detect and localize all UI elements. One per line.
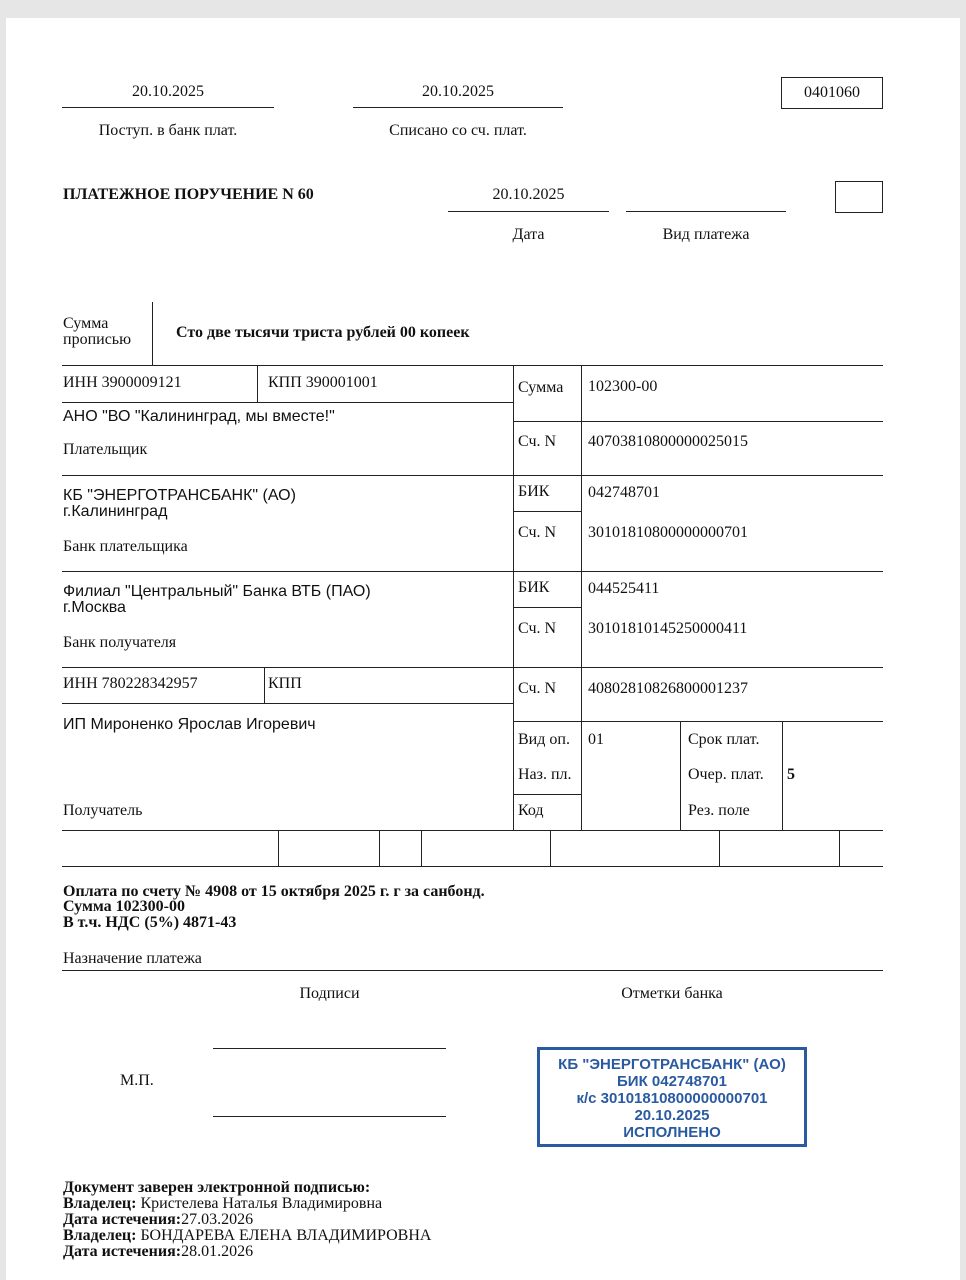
purpose-code-label: Наз. пл. xyxy=(518,766,572,783)
stamp-bik: БИК 042748701 xyxy=(617,1073,727,1090)
signature-line-1 xyxy=(213,1048,446,1049)
document-date-line xyxy=(448,211,609,212)
grid-line xyxy=(581,365,582,831)
date-label: Дата xyxy=(512,226,545,243)
grid-line xyxy=(513,421,883,422)
payee-bank-bik-label: БИК xyxy=(518,579,550,596)
stamp-bank-name: КБ "ЭНЕРГОТРАНСБАНК" (АО) xyxy=(558,1056,786,1073)
payee-label: Получатель xyxy=(63,802,143,819)
grid-line xyxy=(513,794,581,795)
payee-account: 40802810826800001237 xyxy=(588,680,748,697)
bank-marks-label: Отметки банка xyxy=(621,985,723,1002)
grid-line xyxy=(257,365,258,403)
payer-account-label: Сч. N xyxy=(518,433,557,450)
payee-bank-name: Филиал "Центральный" Банка ВТБ (ПАО) xyxy=(63,583,371,600)
payee-kpp: КПП xyxy=(268,675,302,692)
bank-stamp xyxy=(537,1047,807,1147)
signature-line-2 xyxy=(213,1116,446,1117)
received-date: 20.10.2025 xyxy=(132,83,204,100)
sum-label: Сумма xyxy=(518,379,564,396)
payment-type-line xyxy=(626,211,786,212)
payer-bank-bik-label: БИК xyxy=(518,483,550,500)
grid-line xyxy=(513,365,514,831)
esign-expiry-1: Дата истечения:27.03.2026 xyxy=(63,1211,254,1228)
amount-words-value: Сто две тысячи триста рублей 00 копеек xyxy=(176,324,470,341)
payer-label: Плательщик xyxy=(63,441,148,458)
debited-date: 20.10.2025 xyxy=(422,83,494,100)
form-code: 0401060 xyxy=(804,84,860,101)
grid-line xyxy=(62,667,883,668)
payer-bank-corr: 30101810800000000701 xyxy=(588,524,748,541)
grid-line xyxy=(62,365,883,366)
document-date: 20.10.2025 xyxy=(492,186,565,203)
payment-type-box xyxy=(835,181,883,213)
grid-line xyxy=(513,607,581,608)
payee-bank-city: г.Москва xyxy=(63,599,126,616)
payer-bank-label: Банк плательщика xyxy=(63,538,188,555)
reserve-label: Рез. поле xyxy=(688,802,750,819)
term-label: Срок плат. xyxy=(688,731,760,748)
purpose-line xyxy=(62,970,883,971)
amount-words-label-1: Сумма xyxy=(63,315,109,332)
grid-line xyxy=(550,830,551,866)
amount-words-label-2: прописью xyxy=(63,331,132,348)
purpose-line-1: Оплата по счету № 4908 от 15 октября 2025 г. г за санбонд. xyxy=(63,883,485,900)
grid-line xyxy=(62,703,513,704)
debited-date-line xyxy=(353,107,563,108)
payer-bank-bik: 042748701 xyxy=(588,484,660,501)
payee-bank-bik: 044525411 xyxy=(588,580,660,597)
grid-line xyxy=(62,830,883,831)
payer-name: АНО "ВО "Калининград, мы вместе!" xyxy=(63,408,335,425)
esign-owner-1: Владелец: Кристелева Наталья Владимировна xyxy=(63,1195,383,1212)
payment-type-label: Вид платежа xyxy=(662,226,750,243)
op-type-label: Вид оп. xyxy=(518,731,570,748)
grid-line xyxy=(421,830,422,866)
order-value: 5 xyxy=(787,766,795,783)
esign-owner-2: Владелец: БОНДАРЕВА ЕЛЕНА ВЛАДИМИРОВНА xyxy=(63,1227,432,1244)
received-date-line xyxy=(62,107,274,108)
signatures-label: Подписи xyxy=(299,985,360,1002)
payee-bank-label: Банк получателя xyxy=(63,634,177,651)
purpose-line-3: В т.ч. НДС (5%) 4871-43 xyxy=(63,914,237,931)
grid-line xyxy=(264,667,265,703)
amount-words-divider xyxy=(152,302,153,365)
purpose-label: Назначение платежа xyxy=(63,950,202,967)
grid-line xyxy=(278,830,279,866)
received-label: Поступ. в банк плат. xyxy=(98,122,238,139)
grid-line xyxy=(839,830,840,866)
sum-value: 102300-00 xyxy=(588,378,658,395)
stamp-place-label: М.П. xyxy=(120,1072,154,1089)
esign-expiry-2: Дата истечения:28.01.2026 xyxy=(63,1243,254,1260)
document-title: ПЛАТЕЖНОЕ ПОРУЧЕНИЕ N 60 xyxy=(63,186,314,203)
payer-bank-city: г.Калининград xyxy=(63,503,168,520)
payee-inn: ИНН 780228342957 xyxy=(63,675,198,692)
payee-account-label: Сч. N xyxy=(518,680,557,697)
grid-line xyxy=(782,721,783,831)
op-type-value: 01 xyxy=(588,731,604,748)
stamp-date: 20.10.2025 xyxy=(634,1107,710,1124)
grid-line xyxy=(62,866,883,867)
payer-bank-corr-label: Сч. N xyxy=(518,524,557,541)
payee-bank-corr-label: Сч. N xyxy=(518,620,557,637)
payee-bank-corr: 30101810145250000411 xyxy=(588,620,748,637)
grid-line xyxy=(379,830,380,866)
stamp-corr-account: к/с 30101810800000000701 xyxy=(576,1090,768,1107)
esign-heading: Документ заверен электронной подписью: xyxy=(63,1179,371,1196)
payer-account: 40703810800000025015 xyxy=(588,433,748,450)
payer-bank-name: КБ "ЭНЕРГОТРАНСБАНК" (АО) xyxy=(63,487,296,504)
grid-line xyxy=(62,475,883,476)
payer-kpp: КПП 390001001 xyxy=(268,374,378,391)
stamp-status: ИСПОЛНЕНО xyxy=(623,1124,721,1141)
order-label: Очер. плат. xyxy=(688,766,764,783)
grid-line xyxy=(62,402,513,403)
grid-line xyxy=(62,571,883,572)
payee-name: ИП Мироненко Ярослав Игоревич xyxy=(63,716,316,733)
grid-line xyxy=(680,721,681,831)
code-label: Код xyxy=(518,802,544,819)
payer-inn: ИНН 3900009121 xyxy=(63,374,182,391)
grid-line xyxy=(513,721,883,722)
grid-line xyxy=(719,830,720,866)
debited-label: Списано со сч. плат. xyxy=(389,122,527,139)
grid-line xyxy=(513,511,581,512)
purpose-line-2: Сумма 102300-00 xyxy=(63,898,185,915)
